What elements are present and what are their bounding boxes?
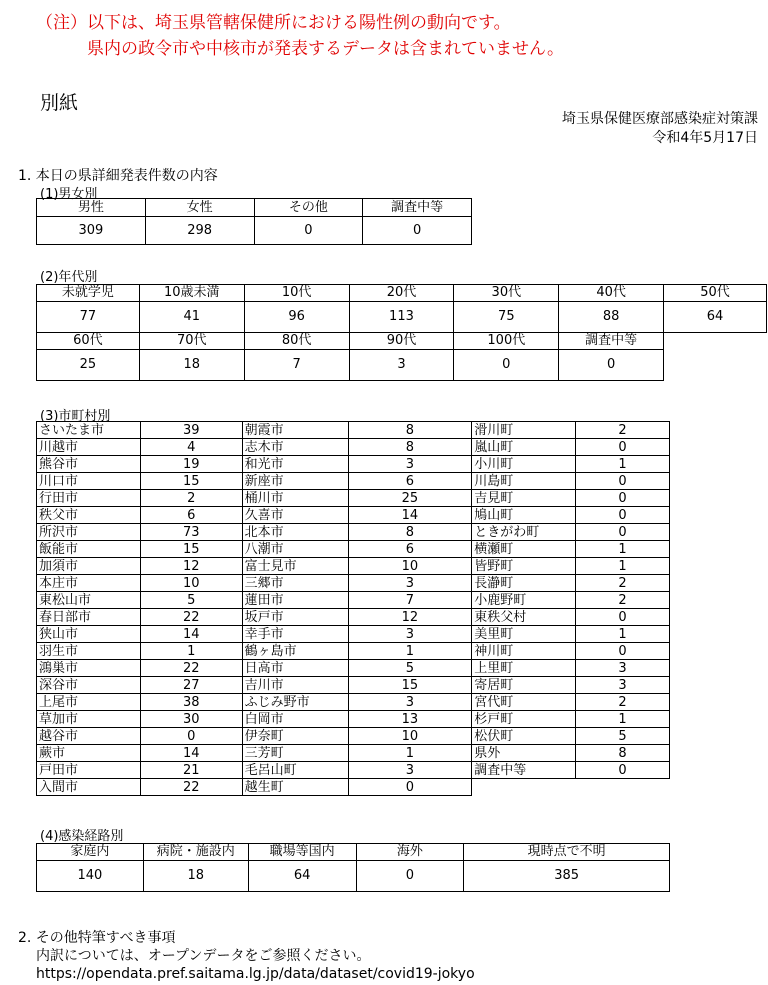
table-row: [37, 677, 670, 694]
municipality-count: 4: [140, 439, 242, 456]
municipality-name: 宮代町: [472, 694, 576, 711]
municipality-name: 坂戸市: [242, 609, 348, 626]
municipality-name: 本庄市: [37, 575, 141, 592]
section-2-title: 2. その他特筆すべき事項: [18, 930, 176, 946]
municipality-count: 12: [140, 558, 242, 575]
attachment-label: 別紙: [40, 92, 79, 114]
section-2: [18, 929, 475, 983]
municipality-count: 21: [140, 762, 242, 779]
gender-table: [36, 198, 472, 245]
municipality-name: 三郷市: [242, 575, 348, 592]
value-cell: 64: [248, 861, 356, 892]
municipality-count: 3: [348, 762, 472, 779]
municipality-name: 吉川市: [242, 677, 348, 694]
municipality-count: 1: [576, 711, 670, 728]
municipality-count: 5: [576, 728, 670, 745]
table-row: [37, 490, 670, 507]
municipality-name: 松伏町: [472, 728, 576, 745]
municipality-name: 滑川町: [472, 422, 576, 439]
header-cell: 男性: [37, 199, 146, 217]
municipality-count: 0: [576, 609, 670, 626]
municipality-table: [36, 421, 670, 796]
issuer-department: 埼玉県保健医療部感染症対策課: [562, 111, 758, 127]
municipality-count: 0: [576, 507, 670, 524]
municipality-name: 嵐山町: [472, 439, 576, 456]
table-row: [37, 456, 670, 473]
table-row: [37, 592, 670, 609]
table-row: [37, 350, 767, 381]
municipality-section-title: (3)市町村別: [40, 409, 111, 424]
table-row: [37, 541, 670, 558]
age-table: [36, 284, 767, 381]
table-row: [37, 660, 670, 677]
municipality-name: 神川町: [472, 643, 576, 660]
municipality-count: 14: [348, 507, 472, 524]
municipality-name: 秩父市: [37, 507, 141, 524]
issuer-block: [562, 110, 758, 148]
municipality-name: 越谷市: [37, 728, 141, 745]
municipality-name: 入間市: [37, 779, 141, 796]
header-cell: その他: [254, 199, 363, 217]
municipality-count: 8: [348, 524, 472, 541]
value-cell: 3: [349, 350, 454, 381]
municipality-count: 30: [140, 711, 242, 728]
table-header-row: [37, 199, 472, 217]
municipality-name: 上尾市: [37, 694, 141, 711]
municipality-name: 調査中等: [472, 762, 576, 779]
table-row: [37, 728, 670, 745]
value-cell: 88: [559, 302, 664, 333]
municipality-name: 新座市: [242, 473, 348, 490]
header-cell: 10代: [244, 285, 349, 302]
municipality-count: 22: [140, 779, 242, 796]
table-row: [37, 507, 670, 524]
municipality-count: 3: [348, 626, 472, 643]
municipality-count: 1: [576, 558, 670, 575]
municipality-name: 戸田市: [37, 762, 141, 779]
municipality-name: 八潮市: [242, 541, 348, 558]
table-row: [37, 558, 670, 575]
table-row: [37, 762, 670, 779]
municipality-count: 12: [348, 609, 472, 626]
municipality-name: 小川町: [472, 456, 576, 473]
municipality-count: 1: [576, 456, 670, 473]
notice-line-1: （注）以下は、埼玉県管轄保健所における陽性例の動向です。: [36, 13, 511, 33]
value-cell: 0: [363, 217, 472, 245]
table-row: [37, 711, 670, 728]
value-cell: 77: [37, 302, 140, 333]
municipality-count: 22: [140, 609, 242, 626]
value-cell: 7: [244, 350, 349, 381]
municipality-count: 15: [140, 541, 242, 558]
municipality-name: 杉戸町: [472, 711, 576, 728]
header-cell: 20代: [349, 285, 454, 302]
section-1-title: 1. 本日の県詳細発表件数の内容: [18, 168, 218, 184]
gender-section-title: (1)男女別: [40, 187, 98, 202]
municipality-count: 2: [576, 694, 670, 711]
municipality-count: 39: [140, 422, 242, 439]
municipality-count: 8: [348, 422, 472, 439]
municipality-name: 吉見町: [472, 490, 576, 507]
municipality-count: 14: [140, 745, 242, 762]
table-row: [37, 745, 670, 762]
header-cell: 60代: [37, 333, 140, 350]
table-row: [37, 473, 670, 490]
header-cell: 90代: [349, 333, 454, 350]
municipality-count: 27: [140, 677, 242, 694]
header-cell: 職場等国内: [248, 844, 356, 861]
municipality-count: 38: [140, 694, 242, 711]
value-cell: 75: [454, 302, 559, 333]
municipality-name: 伊奈町: [242, 728, 348, 745]
municipality-count: 73: [140, 524, 242, 541]
municipality-count: 2: [576, 422, 670, 439]
municipality-count: 25: [348, 490, 472, 507]
municipality-name: 北本市: [242, 524, 348, 541]
municipality-count: 0: [576, 524, 670, 541]
header-cell: 病院・施設内: [143, 844, 248, 861]
value-cell: 18: [143, 861, 248, 892]
municipality-count: 3: [576, 677, 670, 694]
municipality-name: 朝霞市: [242, 422, 348, 439]
municipality-count: 8: [348, 439, 472, 456]
header-cell: 家庭内: [37, 844, 144, 861]
notice: [36, 10, 564, 62]
municipality-count: 2: [140, 490, 242, 507]
municipality-count: 2: [576, 575, 670, 592]
header-cell: 40代: [559, 285, 664, 302]
municipality-name: 行田市: [37, 490, 141, 507]
table-row: [37, 439, 670, 456]
header-cell: 100代: [454, 333, 559, 350]
header-cell: 海外: [356, 844, 464, 861]
value-cell: 309: [37, 217, 146, 245]
municipality-count: 1: [576, 541, 670, 558]
table-row: [37, 779, 670, 796]
header-cell: 30代: [454, 285, 559, 302]
header-cell: 50代: [664, 285, 767, 302]
table-row: [37, 609, 670, 626]
value-cell: 0: [454, 350, 559, 381]
notice-line-2: 県内の政令市や中核市が発表するデータは含まれていません。: [36, 39, 565, 59]
table-row: [37, 861, 670, 892]
header-cell: 調査中等: [559, 333, 664, 350]
municipality-name: 川越市: [37, 439, 141, 456]
municipality-count: 0: [348, 779, 472, 796]
table-header-row: [37, 285, 767, 302]
municipality-count: 3: [576, 660, 670, 677]
municipality-name: 長瀞町: [472, 575, 576, 592]
municipality-name: 春日部市: [37, 609, 141, 626]
table-header-row: [37, 333, 767, 350]
municipality-name: 所沢市: [37, 524, 141, 541]
municipality-count: 10: [348, 558, 472, 575]
municipality-name: ときがわ町: [472, 524, 576, 541]
municipality-name: 富士見市: [242, 558, 348, 575]
age-section-title: (2)年代別: [40, 270, 98, 285]
municipality-name: 羽生市: [37, 643, 141, 660]
header-cell: 調査中等: [363, 199, 472, 217]
municipality-name: 深谷市: [37, 677, 141, 694]
issue-date: 令和4年5月17日: [652, 130, 758, 146]
route-section-title: (4)感染経路別: [40, 829, 124, 844]
municipality-count: 22: [140, 660, 242, 677]
municipality-count: 15: [348, 677, 472, 694]
municipality-name: 白岡市: [242, 711, 348, 728]
municipality-count: 0: [576, 439, 670, 456]
municipality-name: 志木市: [242, 439, 348, 456]
municipality-count: 6: [348, 473, 472, 490]
municipality-name: 久喜市: [242, 507, 348, 524]
municipality-count: 14: [140, 626, 242, 643]
municipality-count: 13: [348, 711, 472, 728]
value-cell: 140: [37, 861, 144, 892]
municipality-count: 8: [576, 745, 670, 762]
route-table: [36, 843, 670, 892]
value-cell: 0: [356, 861, 464, 892]
municipality-count: 3: [348, 694, 472, 711]
municipality-name: 美里町: [472, 626, 576, 643]
municipality-name: 幸手市: [242, 626, 348, 643]
municipality-count: 1: [348, 643, 472, 660]
municipality-count: 10: [140, 575, 242, 592]
municipality-count: 15: [140, 473, 242, 490]
municipality-name: 川島町: [472, 473, 576, 490]
header-cell: 10歳未満: [139, 285, 244, 302]
value-cell: 41: [139, 302, 244, 333]
municipality-name: 県外: [472, 745, 576, 762]
municipality-count: 3: [348, 575, 472, 592]
municipality-count: 6: [140, 507, 242, 524]
table-row: [37, 524, 670, 541]
table-row: [37, 217, 472, 245]
municipality-count: 2: [576, 592, 670, 609]
municipality-name: 鳩山町: [472, 507, 576, 524]
municipality-count: 10: [348, 728, 472, 745]
municipality-count: 1: [576, 626, 670, 643]
municipality-name: 毛呂山町: [242, 762, 348, 779]
table-header-row: [37, 844, 670, 861]
value-cell: 0: [254, 217, 363, 245]
municipality-count: 5: [348, 660, 472, 677]
value-cell: 25: [37, 350, 140, 381]
table-row: [37, 643, 670, 660]
value-cell: 298: [145, 217, 254, 245]
municipality-count: 0: [576, 490, 670, 507]
municipality-name: ふじみ野市: [242, 694, 348, 711]
empty-cell: [664, 333, 767, 350]
municipality-name: 桶川市: [242, 490, 348, 507]
municipality-name: 蓮田市: [242, 592, 348, 609]
municipality-name: 鶴ヶ島市: [242, 643, 348, 660]
value-cell: 113: [349, 302, 454, 333]
municipality-name: 加須市: [37, 558, 141, 575]
table-row: [37, 302, 767, 333]
municipality-name: 和光市: [242, 456, 348, 473]
municipality-name: 寄居町: [472, 677, 576, 694]
municipality-name: 鴻巣市: [37, 660, 141, 677]
value-cell: 385: [464, 861, 670, 892]
opendata-link[interactable]: https://opendata.pref.saitama.lg.jp/data/dataset/covid19-jokyo: [36, 966, 475, 982]
municipality-count: 1: [140, 643, 242, 660]
table-row: [37, 575, 670, 592]
municipality-name: 東松山市: [37, 592, 141, 609]
municipality-name: 小鹿野町: [472, 592, 576, 609]
table-row: [37, 626, 670, 643]
header-cell: 未就学児: [37, 285, 140, 302]
value-cell: 96: [244, 302, 349, 333]
municipality-name: 横瀬町: [472, 541, 576, 558]
municipality-count: 1: [348, 745, 472, 762]
value-cell: 64: [664, 302, 767, 333]
municipality-name: 蕨市: [37, 745, 141, 762]
municipality-count: 3: [348, 456, 472, 473]
municipality-count: 0: [576, 473, 670, 490]
municipality-name: 三芳町: [242, 745, 348, 762]
empty-cell: [576, 779, 670, 796]
municipality-name: 東秩父村: [472, 609, 576, 626]
municipality-count: 5: [140, 592, 242, 609]
municipality-name: さいたま市: [37, 422, 141, 439]
municipality-name: 川口市: [37, 473, 141, 490]
municipality-name: 熊谷市: [37, 456, 141, 473]
municipality-name: 日高市: [242, 660, 348, 677]
section-2-text: 内訳については、オープンデータをご参照ください。: [36, 948, 371, 964]
municipality-count: 19: [140, 456, 242, 473]
municipality-name: 飯能市: [37, 541, 141, 558]
empty-cell: [472, 779, 576, 796]
municipality-count: 0: [140, 728, 242, 745]
municipality-name: 狭山市: [37, 626, 141, 643]
municipality-name: 草加市: [37, 711, 141, 728]
value-cell: 0: [559, 350, 664, 381]
header-cell: 女性: [145, 199, 254, 217]
header-cell: 80代: [244, 333, 349, 350]
table-row: [37, 694, 670, 711]
municipality-count: 6: [348, 541, 472, 558]
empty-cell: [664, 350, 767, 381]
municipality-count: 0: [576, 643, 670, 660]
value-cell: 18: [139, 350, 244, 381]
header-cell: 現時点で不明: [464, 844, 670, 861]
municipality-name: 上里町: [472, 660, 576, 677]
municipality-count: 0: [576, 762, 670, 779]
header-cell: 70代: [139, 333, 244, 350]
municipality-count: 7: [348, 592, 472, 609]
municipality-name: 皆野町: [472, 558, 576, 575]
municipality-name: 越生町: [242, 779, 348, 796]
table-row: [37, 422, 670, 439]
